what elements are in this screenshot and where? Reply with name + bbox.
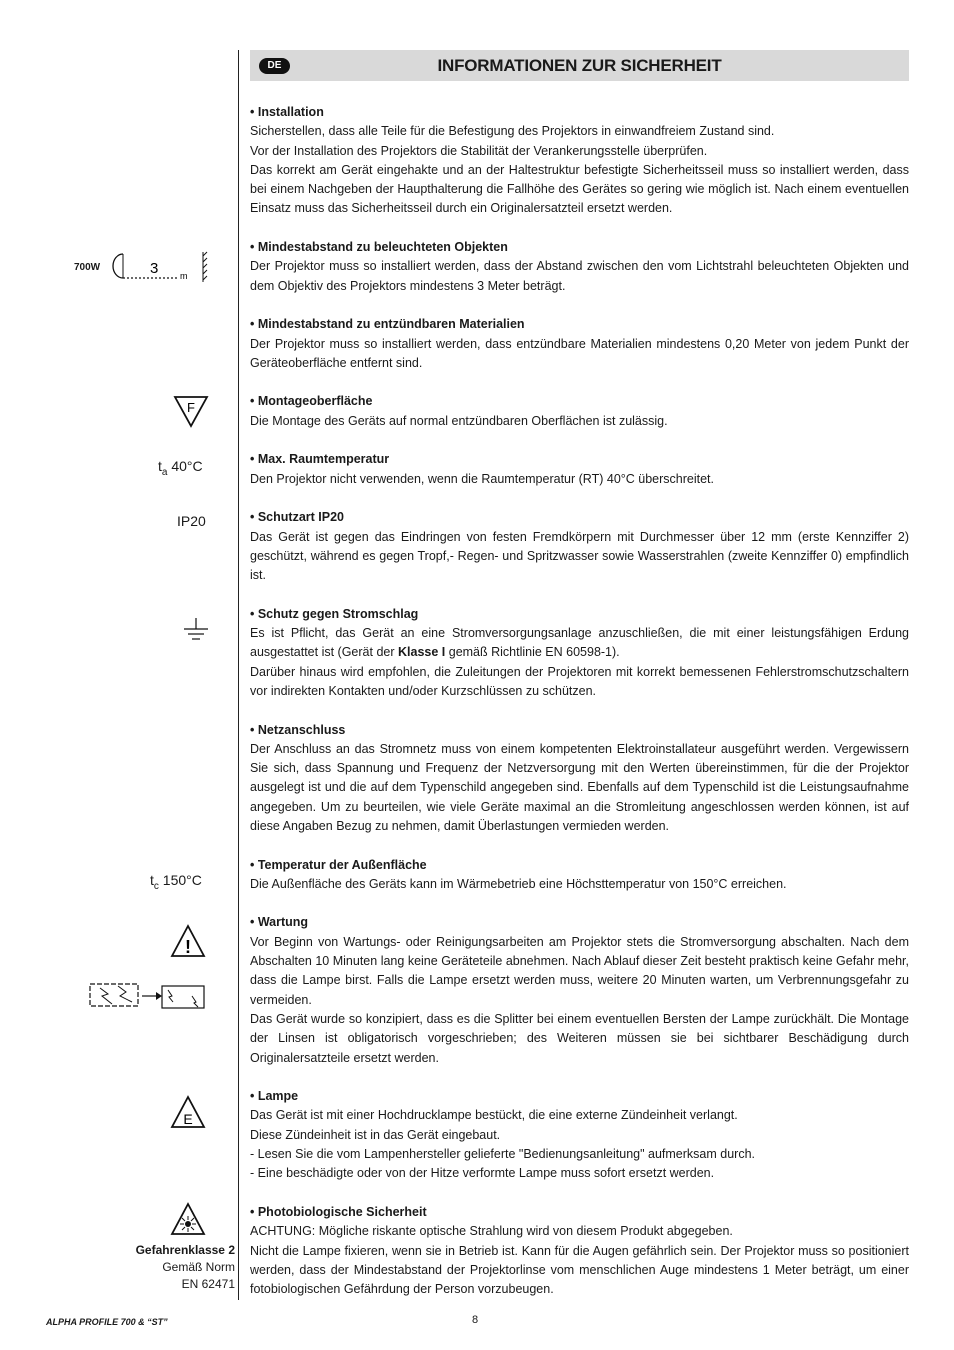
- section-paragraph: Der Projektor muss so installiert werden, dass entzündbare Materialien mindestens 0,20 Meter von jedem Punkt der Geräteoberfläche entfernt sind.: [250, 336, 909, 370]
- language-badge: DE: [259, 58, 290, 74]
- section-heading: • Mindestabstand zu beleuchteten Objekten: [250, 240, 508, 255]
- section-paragraph: Das Gerät ist mit einer Hochdrucklampe bestückt, die eine externe Zündeinheit verlangt.: [250, 1108, 738, 1123]
- section-heading: • Wartung: [250, 915, 309, 930]
- distance-unit: m: [180, 271, 188, 281]
- tc-value: 150°C: [158, 872, 202, 888]
- section-paragraph: Die Montage des Geräts auf normal entzündbaren Oberflächen ist zulässig.: [250, 413, 668, 428]
- section-paragraph: Das Gerät ist gegen das Eindringen von festen Fremdkörpern mit Durchmesser über 12 mm (erste Kennziffer 2) geschützt, während es gegen Tropf,- Regen- und Spritzwasser sowie Wasserstrahlen (zweite Kennziffer 0) empfindlich ist.: [250, 529, 909, 583]
- section-paragraph: Das korrekt am Gerät eingehakte und an der Haltestruktur befestigte Sicherheitsseil muss so installiert werden, dass bei einem Nachgeben der Haupthalterung die Fallhöhe des Gerätes so gering wie möglich ist. Nach einem eventuellen Einsatz muss das Sicherheitsseil durch ein Originalersatzteil ersetzt werden.: [250, 162, 909, 216]
- lamp-e-triangle-icon: [170, 1095, 206, 1129]
- section-paragraph: Vor der Installation des Projektors die Stabilität der Verankerungsstelle überprüfen.: [250, 143, 708, 158]
- distance-value: 3: [150, 260, 159, 277]
- section-paragraph: Das Gerät wurde so konzipiert, dass es die Splitter bei einem eventuellen Bersten der Lampe zurückhält. Die Montage der Linsen ist obligatorisch vorgeschrieben; des Weiteren müssen sie bei sichtbarer Beschädigung durch Originalersatzteile ersetzt werden.: [250, 1011, 909, 1065]
- power-label: 700W: [74, 262, 101, 273]
- section-heading: • Installation: [250, 105, 324, 119]
- ta-prefix: t: [158, 458, 162, 474]
- section-heading: • Temperatur der Außenfläche: [250, 857, 427, 872]
- tc-prefix: t: [150, 872, 154, 888]
- ambient-temperature-label: [158, 458, 203, 478]
- safety-section: [250, 238, 909, 296]
- section-paragraph: Es ist Pflicht, das Gerät an eine Stromversorgungsanlage anzuschließen, die mit einer leistungsfähigen Erdung ausgestattet ist (Gerät der Klasse I gemäß Richtlinie EN 60598-1).: [250, 626, 909, 660]
- section-heading: • Lampe: [250, 1089, 299, 1104]
- section-paragraph: Sicherstellen, dass alle Teile für die Befestigung des Projektors in einwandfreiem Zustand sind.: [250, 124, 775, 139]
- safety-section: [250, 103, 909, 219]
- risk-class-title: Gefahrenklasse 2: [135, 1243, 235, 1257]
- section-paragraph: ACHTUNG: Mögliche riskante optische Strahlung wird von diesem Produkt abgegeben.: [250, 1224, 733, 1239]
- safety-section: [250, 508, 909, 585]
- optical-radiation-icon: [170, 1202, 206, 1236]
- section-paragraph: Darüber hinaus wird empfohlen, die Zuleitungen der Projektoren mit korrekt bemessenen Fehlerstromschutzschaltern vor indirekten Kontakten und/oder Kurzschlüssen zu schützen.: [250, 664, 909, 698]
- section-paragraph: Der Projektor muss so installiert werden, dass der Abstand zwischen den vom Lichtstrahl beleuchteten Objekten und dem Objektiv des Projektors mindestens 3 Meter beträgt.: [250, 259, 909, 293]
- section-paragraph: Nicht die Lampe fixieren, wenn sie in Betrieb ist. Kann für die Augen gefährlich sein. Der Projektor muss so positioniert werden, dass der Mindestabstand der Projektorlinse vom menschlichen Auge mindestens 1 Meter beträgt, um einer fotobiologischen Gefährdung der Person vorzubeugen.: [250, 1243, 909, 1297]
- section-paragraph: - Eine beschädigte oder von der Hitze verformte Lampe muss sofort ersetzt werden.: [250, 1166, 715, 1181]
- flammable-letter: F: [187, 400, 195, 415]
- risk-class-block: [110, 1242, 235, 1293]
- ta-subscript: a: [161, 466, 168, 478]
- margin-divider-line: [238, 50, 239, 1300]
- flammable-surface-icon: [173, 394, 209, 428]
- section-heading: • Montageoberfläche: [250, 394, 373, 409]
- warning-mark: !: [185, 937, 191, 957]
- risk-class-norm: Gemäß Norm: [162, 1260, 235, 1274]
- safety-section: [250, 450, 909, 489]
- safety-section: [250, 1203, 909, 1299]
- warning-triangle-icon: [170, 924, 206, 958]
- footer-product-name: ALPHA PROFILE 700 & “ST”: [46, 1317, 168, 1327]
- section-paragraph: - Lesen Sie die vom Lampenhersteller gelieferte "Bedienungsanleitung" aufmerksam durch.: [250, 1147, 755, 1162]
- tc-subscript: c: [153, 880, 159, 892]
- lamp-replacement-icon: [88, 980, 208, 1014]
- safety-section: [250, 721, 909, 837]
- page-number: 8: [472, 1314, 479, 1326]
- safety-section: [250, 913, 909, 1067]
- surface-temperature-label: [150, 872, 202, 892]
- section-heading: • Schutzart IP20: [250, 510, 344, 525]
- section-heading: • Photobiologische Sicherheit: [250, 1204, 427, 1219]
- section-paragraph: Der Anschluss an das Stromnetz muss von einem kompetenten Elektroinstallateur ausgeführt werden. Vergewissern Sie sich, dass Spannung und Frequenz der Netzversorgung mit den Werten übereinstimmen, für die der Projektor ausgelegt ist und die auf dem Typenschild angegeben sind. Ebenfalls auf dem Typenschild ist die Leistungsaufnahme angegeben. Um zu beurteilen, wie viele Geräte maximal an die Stromleitung angeschlossen werden können, ist auf diese Angaben Bezug zu nehmen, damit Überlastungen vermieden werden.: [250, 741, 909, 833]
- projector-distance-icon: [107, 248, 212, 284]
- section-paragraph: Die Außenfläche des Geräts kann im Wärmebetrieb eine Höchsttemperatur von 150°C erreichen.: [250, 876, 787, 891]
- ta-value: 40°C: [167, 458, 203, 474]
- safety-section: [250, 605, 909, 701]
- safety-section: [250, 1087, 909, 1183]
- section-heading: • Max. Raumtemperatur: [250, 452, 390, 467]
- section-heading: • Netzanschluss: [250, 722, 346, 737]
- earth-ground-icon: [182, 617, 210, 645]
- page-title: INFORMATIONEN ZUR SICHERHEIT: [437, 56, 722, 75]
- section-header: [250, 50, 909, 81]
- section-paragraph: Vor Beginn von Wartungs- oder Reinigungsarbeiten am Projektor stets die Stromversorgung abschalten. Nach dem Abschalten 10 Minuten lang keine Geräteteile abnehmen. Nach Ablauf dieser Zeit besteht praktisch keine Gefahr mehr, dass die Lampe birst. Falls die Lampe ersetzt werden muss, weitere 20 Minuten warten, um Verbrennungsgefahr zu vermeiden.: [250, 934, 909, 1007]
- section-paragraph: Diese Zündeinheit ist in das Gerät eingebaut.: [250, 1127, 501, 1142]
- safety-content: [250, 103, 909, 1319]
- lamp-e-letter: E: [183, 1111, 193, 1127]
- risk-class-standard: EN 62471: [181, 1277, 235, 1291]
- safety-section: [250, 315, 909, 373]
- ip-rating-label: IP20: [177, 513, 206, 529]
- safety-section: [250, 392, 909, 431]
- section-heading: • Mindestabstand zu entzündbaren Materialien: [250, 317, 525, 332]
- safety-section: [250, 856, 909, 895]
- section-paragraph: Den Projektor nicht verwenden, wenn die Raumtemperatur (RT) 40°C überschreitet.: [250, 471, 715, 486]
- section-heading: • Schutz gegen Stromschlag: [250, 606, 419, 621]
